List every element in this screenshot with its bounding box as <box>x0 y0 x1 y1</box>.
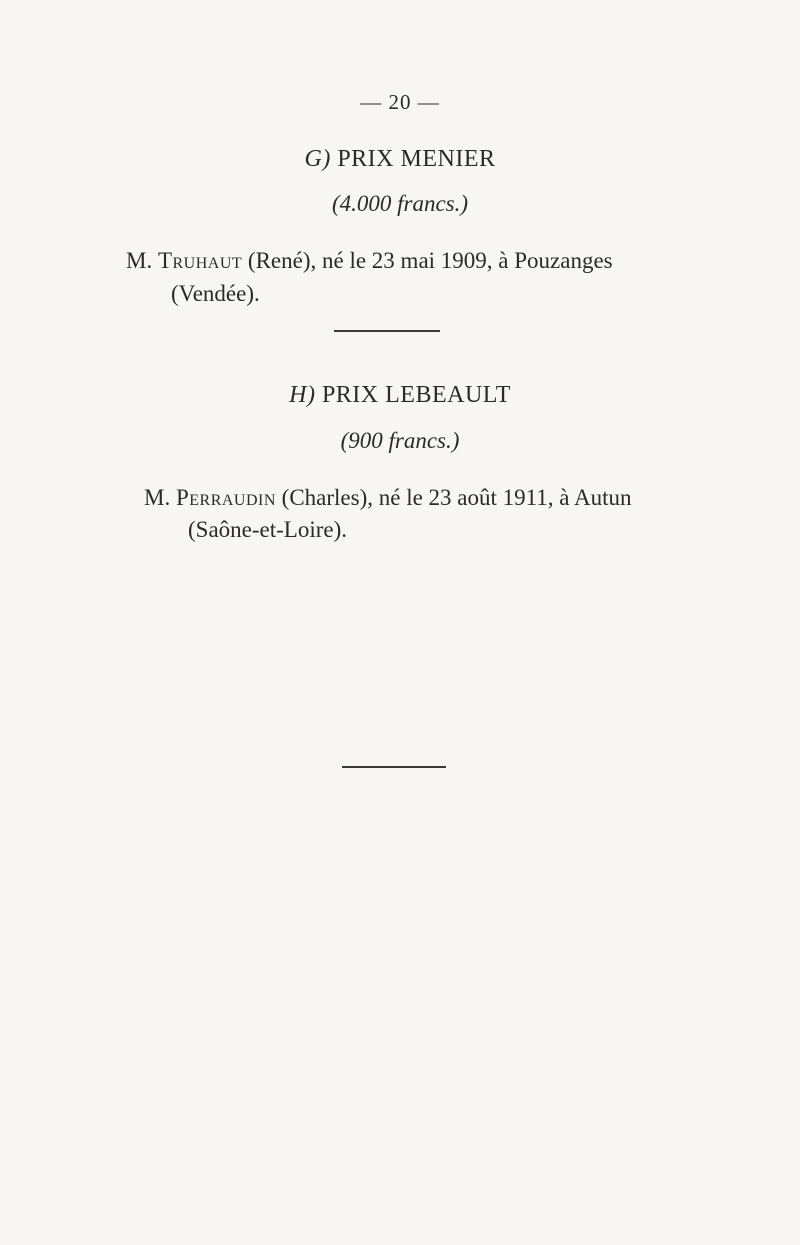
section-g-prefix: M. <box>126 248 153 273</box>
section-h-surname: Perraudin <box>175 485 276 510</box>
section-g-entry-line2: (Vendée). <box>171 281 260 306</box>
section-g-entry-line1 <box>126 244 666 277</box>
section-g-title: PRIX MENIER <box>337 146 496 172</box>
section-h-line1-rest: (Charles), né le 23 août 1911, à Autun <box>281 485 632 510</box>
section-divider <box>334 330 440 332</box>
section-h-entry-line2: (Saône-et-Loire). <box>188 517 348 542</box>
section-h-entry-line1 <box>144 481 684 514</box>
section-h-heading <box>0 382 800 409</box>
section-g-line1-rest: (René), né le 23 mai 1909, à Pouzanges <box>247 248 613 273</box>
section-g-surname: Truhaut <box>157 248 243 273</box>
section-h-title: PRIX LEBEAULT <box>321 382 511 408</box>
section-h-prefix: M. <box>144 485 171 510</box>
section-h-letter: H) <box>289 382 316 408</box>
end-divider <box>342 766 446 768</box>
section-g-letter: G) <box>304 146 331 172</box>
section-h-amount: (900 francs.) <box>340 428 460 453</box>
section-g-heading <box>0 146 800 173</box>
page-number: — 20 — <box>360 90 440 114</box>
section-g-amount: (4.000 francs.) <box>331 191 469 216</box>
